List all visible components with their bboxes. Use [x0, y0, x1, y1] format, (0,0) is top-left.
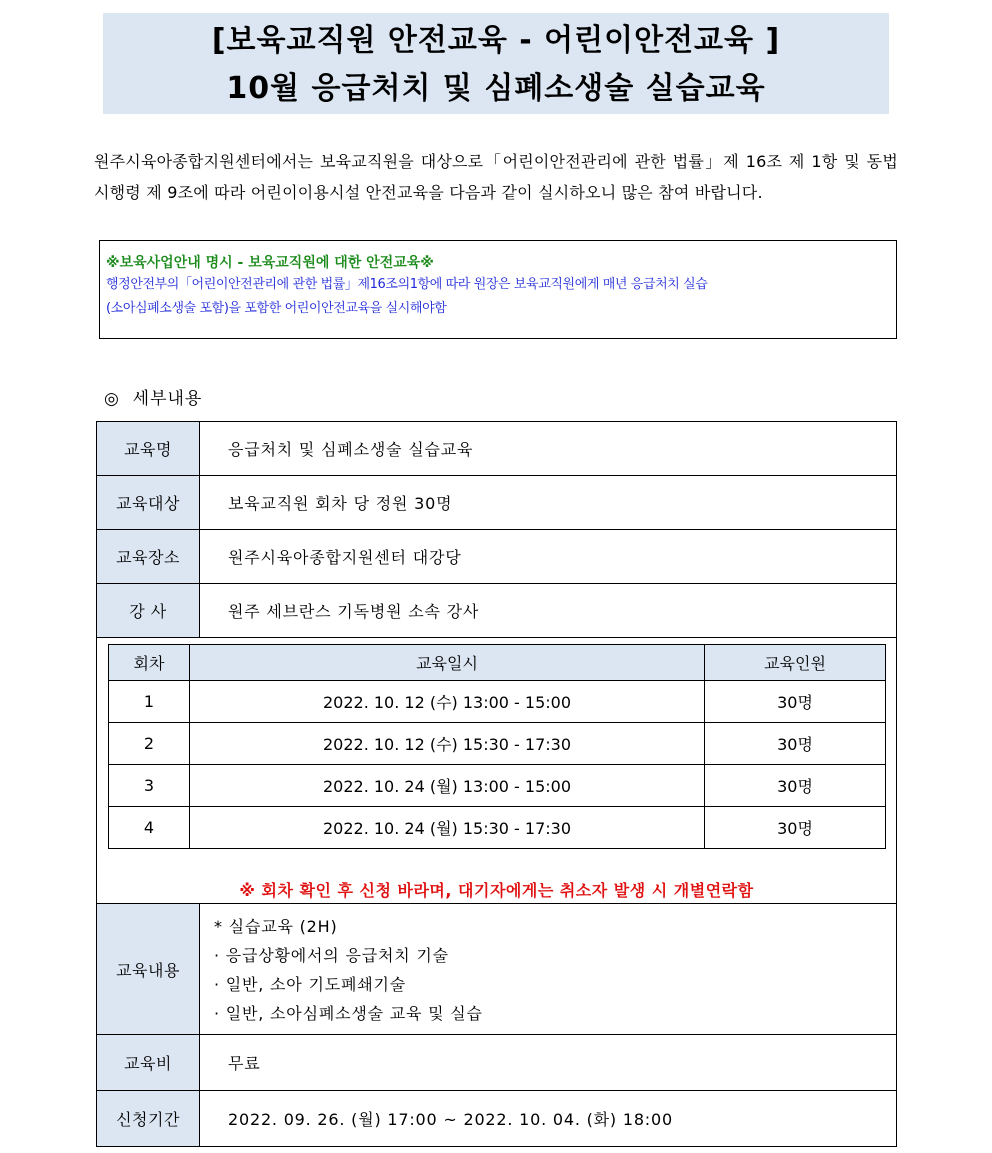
- schedule-capacity: 30명: [705, 723, 886, 765]
- content-item: · 일반, 소아 기도폐쇄기술: [214, 975, 406, 994]
- title-banner: [103, 13, 889, 114]
- schedule-round: 2: [109, 723, 190, 765]
- details-row-schedule: [97, 638, 897, 904]
- place-label: 교육장소: [97, 530, 200, 584]
- schedule-round: 1: [109, 681, 190, 723]
- schedule-capacity: 30명: [705, 681, 886, 723]
- title-line-1: [보육교직원 안전교육 - 어린이안전교육 ]: [211, 23, 781, 58]
- target-value: 보육교직원 회차 당 정원 30명: [200, 476, 897, 530]
- schedule-row: [109, 765, 886, 807]
- content-item: · 응급상황에서의 응급처치 기술: [214, 946, 449, 965]
- title-line-2: 10월 응급처치 및 심폐소생술 실습교육: [226, 71, 766, 106]
- fee-label: 교육비: [97, 1035, 200, 1091]
- details-row-place: [97, 530, 897, 584]
- section-heading: ◎ 세부내용: [104, 389, 203, 409]
- schedule-note: ※ 회차 확인 후 신청 바라며, 대기자에게는 취소자 발생 시 개별연락함: [239, 881, 754, 900]
- schedule-datetime: 2022. 10. 24 (월) 15:30 - 17:30: [190, 807, 705, 849]
- schedule-round: 4: [109, 807, 190, 849]
- schedule-table: [108, 644, 886, 849]
- schedule-header-datetime: 교육일시: [190, 645, 705, 681]
- lecturer-value: 원주 세브란스 기독병원 소속 강사: [200, 584, 897, 638]
- period-label: 신청기간: [97, 1091, 200, 1147]
- schedule-row: [109, 807, 886, 849]
- notice-box: [99, 240, 897, 339]
- details-table: [96, 421, 897, 1147]
- details-row-period: [97, 1091, 897, 1147]
- content-label: 교육내용: [97, 904, 200, 1035]
- name-value: 응급처치 및 심폐소생술 실습교육: [200, 422, 897, 476]
- notice-heading: ※보육사업안내 명시 - 보육교직원에 대한 안전교육※: [106, 255, 434, 271]
- content-item: · 일반, 소아심폐소생술 교육 및 실습: [214, 1004, 483, 1023]
- content-item: * 실습교육 (2H): [214, 917, 338, 936]
- period-value: 2022. 09. 26. (월) 17:00 ~ 2022. 10. 04. (화) 18:00: [200, 1091, 897, 1147]
- details-row-name: [97, 422, 897, 476]
- target-label: 교육대상: [97, 476, 200, 530]
- fee-value: 무료: [200, 1035, 897, 1091]
- place-value: 원주시육아종합지원센터 대강당: [200, 530, 897, 584]
- schedule-datetime: 2022. 10. 24 (월) 13:00 - 15:00: [190, 765, 705, 807]
- schedule-header-capacity: 교육인원: [705, 645, 886, 681]
- details-row-target: [97, 476, 897, 530]
- schedule-header-row: [109, 645, 886, 681]
- intro-paragraph: 원주시육아종합지원센터에서는 보육교직원을 대상으로「어린이안전관리에 관한 법률」제 16조 제 1항 및 동법 시행령 제 9조에 따라 어린이이용시설 안전교육을 다음과 같이 실시하오니 많은 참여 바랍니다.: [94, 152, 898, 202]
- schedule-datetime: 2022. 10. 12 (수) 13:00 - 15:00: [190, 681, 705, 723]
- content-cell: [200, 904, 897, 1035]
- name-label: 교육명: [97, 422, 200, 476]
- lecturer-label: 강 사: [97, 584, 200, 638]
- schedule-datetime: 2022. 10. 12 (수) 15:30 - 17:30: [190, 723, 705, 765]
- schedule-row: [109, 723, 886, 765]
- schedule-capacity: 30명: [705, 765, 886, 807]
- content-list: [200, 904, 896, 1034]
- notice-line-1: 행정안전부의「어린이안전관리에 관한 법률」제16조의1항에 따라 원장은 보육교직원에게 매년 응급처치 실습: [106, 277, 708, 292]
- schedule-round: 3: [109, 765, 190, 807]
- schedule-header-round: 회차: [109, 645, 190, 681]
- notice-line-2: (소아심폐소생술 포함)을 포함한 어린이안전교육을 실시해야함: [106, 301, 447, 316]
- schedule-row: [109, 681, 886, 723]
- schedule-container: [97, 638, 897, 904]
- details-row-lecturer: [97, 584, 897, 638]
- details-row-fee: [97, 1035, 897, 1091]
- details-row-content: [97, 904, 897, 1035]
- schedule-capacity: 30명: [705, 807, 886, 849]
